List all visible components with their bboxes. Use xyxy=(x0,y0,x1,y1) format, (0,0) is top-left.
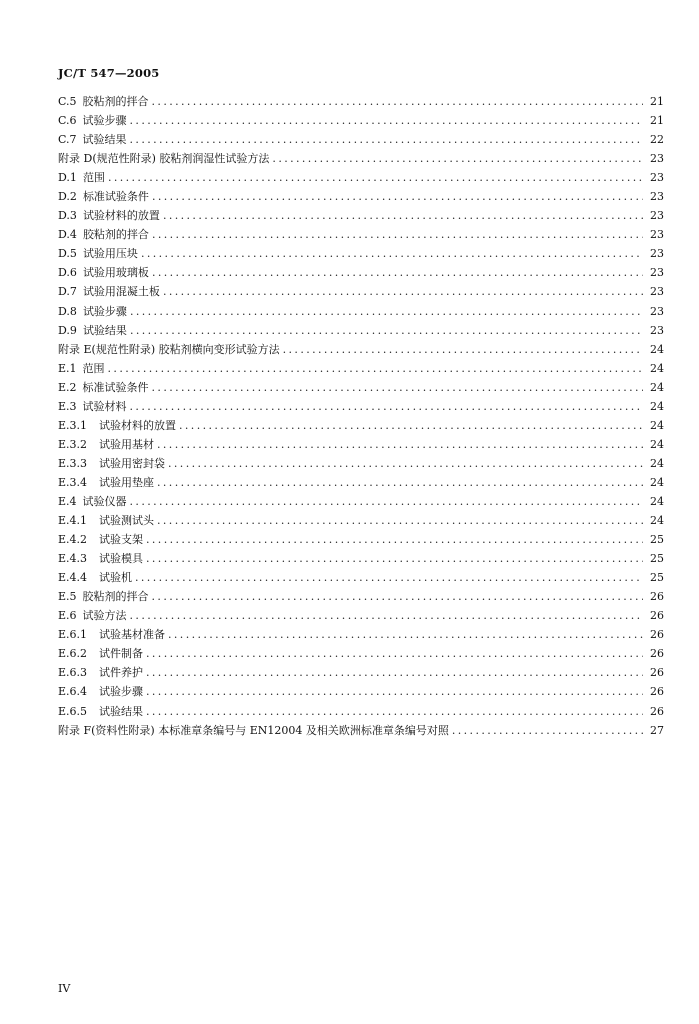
toc-entry[interactable] xyxy=(58,455,664,474)
toc-entry-page-number: 26 xyxy=(650,666,664,680)
toc-entry[interactable] xyxy=(58,417,664,436)
toc-entry-page-number: 25 xyxy=(650,533,664,547)
toc-entry-number: D.1 xyxy=(58,171,77,185)
toc-entry-number: E.6.3 xyxy=(58,666,88,680)
toc-entry-page-number: 23 xyxy=(650,152,664,166)
toc-entry[interactable] xyxy=(58,303,664,322)
toc-entry-number: E.4.1 xyxy=(58,514,88,528)
toc-entry-page-number: 26 xyxy=(650,704,664,718)
toc-entry-number: E.6.4 xyxy=(58,685,88,699)
toc-entry-title: 试验测试头 xyxy=(99,514,154,528)
toc-entry-page-number: 23 xyxy=(650,304,664,318)
toc-entry-number: 附录 D xyxy=(58,152,93,166)
toc-dot-leader xyxy=(163,285,643,298)
toc-entry[interactable] xyxy=(58,493,664,512)
toc-entry-title: 胶粘剂的拌合 xyxy=(82,228,149,242)
toc-entry[interactable] xyxy=(58,264,664,283)
toc-dot-leader xyxy=(168,457,643,470)
toc-entry-page-number: 24 xyxy=(650,399,664,413)
toc-entry-title: (规范性附录) 胶粘剂横向变形试验方法 xyxy=(91,342,280,356)
toc-entry[interactable] xyxy=(58,607,664,626)
toc-dot-leader xyxy=(130,609,643,622)
toc-entry-title: 胶粘剂的拌合 xyxy=(82,590,149,604)
toc-entry-title: (规范性附录) 胶粘剂润湿性试验方法 xyxy=(92,152,270,166)
toc-entry-page-number: 23 xyxy=(650,323,664,337)
toc-entry[interactable] xyxy=(58,93,664,112)
toc-entry-number: D.2 xyxy=(58,190,77,204)
toc-entry-page-number: 26 xyxy=(650,628,664,642)
toc-entry-title: 试验用玻璃板 xyxy=(82,266,149,280)
toc-entry-page-number: 23 xyxy=(650,171,664,185)
toc-entry-number: E.3.4 xyxy=(58,475,88,489)
toc-dot-leader xyxy=(152,266,643,279)
toc-entry-number: E.6.5 xyxy=(58,704,88,718)
toc-dot-leader xyxy=(130,114,643,127)
toc-entry-page-number: 24 xyxy=(650,494,664,508)
toc-entry[interactable] xyxy=(58,588,664,607)
toc-dot-leader xyxy=(146,705,643,718)
toc-entry-page-number: 24 xyxy=(650,380,664,394)
toc-entry-number: E.3 xyxy=(58,399,77,413)
toc-entry[interactable] xyxy=(58,474,664,493)
toc-entry[interactable] xyxy=(58,398,664,417)
toc-entry-title: 试验材料 xyxy=(82,399,127,413)
toc-entry[interactable] xyxy=(58,341,664,360)
toc-entry[interactable] xyxy=(58,188,664,207)
toc-entry-page-number: 23 xyxy=(650,190,664,204)
toc-dot-leader xyxy=(141,247,643,260)
toc-entry[interactable] xyxy=(58,550,664,569)
toc-entry-number: D.3 xyxy=(58,209,77,223)
toc-dot-leader xyxy=(152,381,643,394)
toc-dot-leader xyxy=(108,362,643,375)
toc-dot-leader xyxy=(130,324,643,337)
toc-entry-page-number: 21 xyxy=(650,95,664,108)
toc-entry-title: 试验用垫座 xyxy=(99,475,154,489)
toc-entry-page-number: 26 xyxy=(650,609,664,623)
toc-entry-title: 试验基材准备 xyxy=(99,628,165,642)
toc-entry-number: E.4.3 xyxy=(58,552,88,566)
toc-entry-number: E.4.4 xyxy=(58,571,88,585)
toc-entry-number: E.6.1 xyxy=(58,628,88,642)
toc-dot-leader xyxy=(130,400,643,413)
toc-entry-number: C.7 xyxy=(58,133,77,147)
toc-entry[interactable] xyxy=(58,360,664,379)
toc-dot-leader xyxy=(157,514,643,527)
toc-dot-leader xyxy=(152,95,643,108)
toc-entry-title: 试验仪器 xyxy=(82,494,127,508)
toc-entry[interactable] xyxy=(58,703,664,722)
toc-dot-leader xyxy=(157,438,643,451)
toc-dot-leader xyxy=(152,590,643,603)
toc-entry-title: 试验支架 xyxy=(99,533,143,547)
toc-entry-page-number: 24 xyxy=(650,475,664,489)
table-of-contents xyxy=(58,93,664,741)
toc-entry-title: 范围 xyxy=(82,171,105,185)
toc-entry-page-number: 24 xyxy=(650,418,664,432)
toc-dot-leader xyxy=(157,476,643,489)
toc-entry-page-number: 24 xyxy=(650,342,664,356)
toc-entry-title: 试验用压块 xyxy=(82,247,138,261)
toc-entry-number: 附录 E xyxy=(58,342,92,356)
toc-entry-page-number: 25 xyxy=(650,552,664,566)
toc-entry[interactable] xyxy=(58,283,664,302)
toc-entry-title: 试验材料的放置 xyxy=(99,418,176,432)
toc-entry-page-number: 22 xyxy=(650,133,664,147)
toc-entry-page-number: 23 xyxy=(650,266,664,280)
toc-dot-leader xyxy=(146,685,643,698)
toc-dot-leader xyxy=(130,305,643,318)
toc-entry-title: 胶粘剂的拌合 xyxy=(82,95,149,108)
toc-dot-leader xyxy=(130,133,643,146)
toc-entry[interactable] xyxy=(58,207,664,226)
toc-entry-number: C.5 xyxy=(58,95,77,108)
toc-entry-title: 试验方法 xyxy=(82,609,127,623)
toc-dot-leader xyxy=(179,419,643,432)
toc-entry-page-number: 21 xyxy=(650,114,664,128)
toc-entry[interactable] xyxy=(58,569,664,588)
toc-dot-leader xyxy=(272,152,643,165)
toc-entry[interactable] xyxy=(58,683,664,702)
toc-entry-title: 标准试验条件 xyxy=(82,190,149,204)
toc-entry-number: E.3.1 xyxy=(58,418,88,432)
toc-entry-number: D.4 xyxy=(58,228,77,242)
toc-entry[interactable] xyxy=(58,226,664,245)
page-number-footer: IV xyxy=(58,982,71,995)
toc-entry-title: 试件制备 xyxy=(99,647,143,661)
toc-entry-page-number: 24 xyxy=(650,456,664,470)
toc-entry-number: E.6.2 xyxy=(58,647,88,661)
toc-entry[interactable] xyxy=(58,436,664,455)
toc-entry-page-number: 23 xyxy=(650,247,664,261)
toc-entry-number: E.6 xyxy=(58,609,77,623)
toc-entry-title: 试验用混凝土板 xyxy=(82,285,160,299)
toc-entry-title: 试验结果 xyxy=(82,133,127,147)
toc-dot-leader xyxy=(146,666,643,679)
toc-entry-page-number: 23 xyxy=(650,209,664,223)
toc-entry-page-number: 23 xyxy=(650,228,664,242)
toc-dot-leader xyxy=(283,343,643,356)
toc-dot-leader xyxy=(135,571,643,584)
toc-entry-page-number: 24 xyxy=(650,361,664,375)
toc-dot-leader xyxy=(130,495,643,508)
toc-entry-title: 试验步骤 xyxy=(99,685,143,699)
toc-entry-title: 试验用基材 xyxy=(99,437,154,451)
toc-entry-number: E.5 xyxy=(58,590,77,604)
toc-entry-number: D.6 xyxy=(58,266,77,280)
toc-dot-leader xyxy=(152,190,643,203)
toc-entry[interactable] xyxy=(58,645,664,664)
toc-entry-title: 试验步骤 xyxy=(82,114,127,128)
toc-entry-title: 试验机 xyxy=(99,571,132,585)
toc-entry[interactable] xyxy=(58,379,664,398)
toc-entry[interactable] xyxy=(58,531,664,550)
toc-entry-title: 试件养护 xyxy=(99,666,143,680)
toc-dot-leader xyxy=(163,209,643,222)
toc-entry-number: C.6 xyxy=(58,114,77,128)
toc-entry-title: 试验模具 xyxy=(99,552,143,566)
toc-entry-number: E.2 xyxy=(58,380,77,394)
toc-entry-title: 试验结果 xyxy=(82,323,127,337)
toc-entry-page-number: 24 xyxy=(650,437,664,451)
toc-dot-leader xyxy=(146,647,643,660)
toc-entry-page-number: 24 xyxy=(650,514,664,528)
toc-entry[interactable] xyxy=(58,245,664,264)
toc-entry-number: E.4 xyxy=(58,494,77,508)
toc-entry-page-number: 26 xyxy=(650,685,664,699)
toc-entry-number: D.5 xyxy=(58,247,77,261)
toc-entry-title: 范围 xyxy=(82,361,105,375)
toc-dot-leader xyxy=(146,533,643,546)
toc-entry-page-number: 25 xyxy=(650,571,664,585)
toc-dot-leader xyxy=(108,171,643,184)
toc-entry-number: E.3.2 xyxy=(58,437,88,451)
toc-entry[interactable] xyxy=(58,722,664,741)
toc-entry-title: 试验结果 xyxy=(99,704,143,718)
toc-entry[interactable] xyxy=(58,131,664,150)
toc-entry-title: (资料性附录) 本标准章条编号与 EN12004 及相关欧洲标准章条编号对照 xyxy=(91,723,449,737)
toc-entry[interactable] xyxy=(58,626,664,645)
toc-dot-leader xyxy=(452,724,643,737)
toc-entry-title: 试验用密封袋 xyxy=(99,456,165,470)
toc-entry-page-number: 26 xyxy=(650,590,664,604)
toc-entry-number: D.9 xyxy=(58,323,77,337)
toc-entry[interactable] xyxy=(58,150,664,169)
toc-entry-number: D.8 xyxy=(58,304,77,318)
toc-entry-number: E.1 xyxy=(58,361,77,375)
toc-entry[interactable] xyxy=(58,322,664,341)
toc-entry[interactable] xyxy=(58,112,664,131)
toc-entry-page-number: 27 xyxy=(650,723,664,737)
toc-entry[interactable] xyxy=(58,664,664,683)
toc-dot-leader xyxy=(146,552,643,565)
toc-entry-number: E.4.2 xyxy=(58,533,88,547)
toc-entry-title: 试验步骤 xyxy=(82,304,127,318)
toc-entry-number: 附录 F xyxy=(58,723,92,737)
toc-entry-page-number: 23 xyxy=(650,285,664,299)
toc-entry-page-number: 26 xyxy=(650,647,664,661)
toc-dot-leader xyxy=(168,628,643,641)
toc-entry[interactable] xyxy=(58,512,664,531)
toc-entry-number: D.7 xyxy=(58,285,77,299)
toc-entry-title: 标准试验条件 xyxy=(82,380,149,394)
toc-entry-number: E.3.3 xyxy=(58,456,88,470)
toc-dot-leader xyxy=(152,228,643,241)
toc-entry[interactable] xyxy=(58,169,664,188)
document-code-header: JC/T 547—2005 xyxy=(58,66,160,80)
toc-entry-title: 试验材料的放置 xyxy=(82,209,160,223)
